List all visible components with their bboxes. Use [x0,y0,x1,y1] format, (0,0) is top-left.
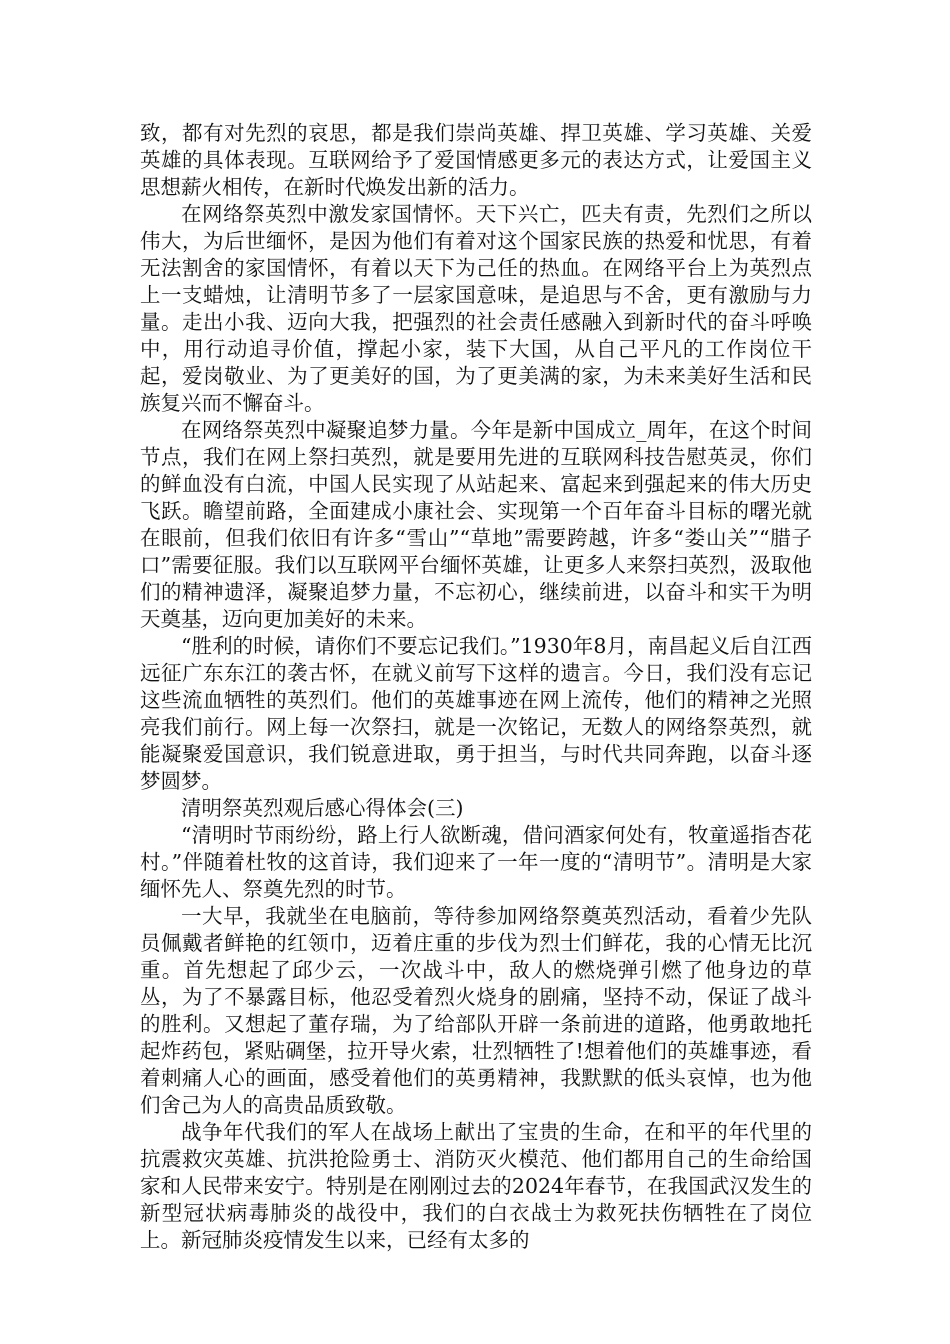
section-heading: 清明祭英烈观后感心得体会(三) [181,796,464,820]
paragraph-family-patriotism: 在网络祭英烈中激发家国情怀。天下兴亡，匹夫有责，先烈们之所以伟大，为后世缅怀，是因为他们有着对这个国家民族的热爱和忧思，有着无法割舍的家国情怀，有着以天下为己任的热血。在网络平台上为英烈点上一支蜡烛，让清明节多了一层家国意味，是追思与不舍，更有激励与力量。走出小我、迈向大我，把强烈的社会责任感融入到新时代的奋斗呼唤中，用行动追寻价值，撑起小家，装下大国，从自己平凡的工作岗位干起，爱岗敬业、为了更美好的国，为了更美满的家，为未来美好生活和民族复兴而不懈奋斗。 [140,202,812,415]
paragraph-peacetime-heroes: 战争年代我们的军人在战场上献出了宝贵的生命，在和平的年代里的抗震救灾英雄、抗洪抢险勇士、消防灭火模范、他们都用自己的生命给国家和人民带来安宁。特别是在刚刚过去的2024年春节，在我国武汉发生的新型冠状病毒肺炎的战役中，我们的白衣战士为救死扶伤牺牲在了岗位上。新冠肺炎疫情发生以来，已经有太多的 [140,1120,812,1252]
document-page [140,120,812,1254]
paragraph-continuation: 致，都有对先烈的哀思，都是我们崇尚英雄、捍卫英雄、学习英雄、关爱英雄的具体表现。互联网给予了爱国情感更多元的表达方式，让爱国主义思想薪火相传，在新时代焕发出新的活力。 [140,121,812,199]
paragraph-victory-quote: “胜利的时候，请你们不要忘记我们。”1930年8月，南昌起义后自江西远征广东东江的袭古怀，在就义前写下这样的遗言。今日，我们没有忘记这些流血牺牲的英烈们。他们的英雄事迹在网上流传，他们的精神之光照亮我们前行。网上每一次祭扫，就是一次铭记，无数人的网络祭英烈，就能凝聚爱国意识，我们锐意进取，勇于担当，与时代共同奔跑，以奋斗逐梦圆梦。 [140,634,812,793]
paragraph-online-memorial: 一大早，我就坐在电脑前，等待参加网络祭奠英烈活动，看着少先队员佩戴者鲜艳的红领巾，迈着庄重的步伐为烈士们鲜花，我的心情无比沉重。首先想起了邱少云，一次战斗中，敌人的燃烧弹引燃了他身边的草丛，为了不暴露目标，他忍受着烈火烧身的剧痛，坚持不动，保证了战斗的胜利。又想起了董存瑞，为了给部队开辟一条前进的道路，他勇敢地托起炸药包，紧贴碉堡，拉开导火索，壮烈牺牲了!想着他们的英雄事迹，看着刺痛人心的画面，感受着他们的英勇精神，我默默的低头哀悼，也为他们舍己为人的高贵品质致敬。 [140,904,812,1117]
paragraph-dream-strength: 在网络祭英烈中凝聚追梦力量。今年是新中国成立_周年，在这个时间节点，我们在网上祭扫英烈，就是要用先进的互联网科技告慰英灵，你们的鲜血没有白流，中国人民实现了从站起来、富起来到强起来的伟大历史飞跃。瞻望前路，全面建成小康社会、实现第一个百年奋斗目标的曙光就在眼前，但我们依旧有许多“雪山”“草地”需要跨越，许多“娄山关”“腊子口”需要征服。我们以互联网平台缅怀英雄，让更多人来祭扫英烈，汲取他们的精神遗泽，凝聚追梦力量，不忘初心，继续前进，以奋斗和实干为明天奠基，迈向更加美好的未来。 [140,418,812,631]
paragraph-qingming-poem: “清明时节雨纷纷，路上行人欲断魂，借问酒家何处有，牧童遥指杏花村。”伴随着杜牧的这首诗，我们迎来了一年一度的“清明节”。清明是大家缅怀先人、祭奠先烈的时节。 [140,823,812,901]
